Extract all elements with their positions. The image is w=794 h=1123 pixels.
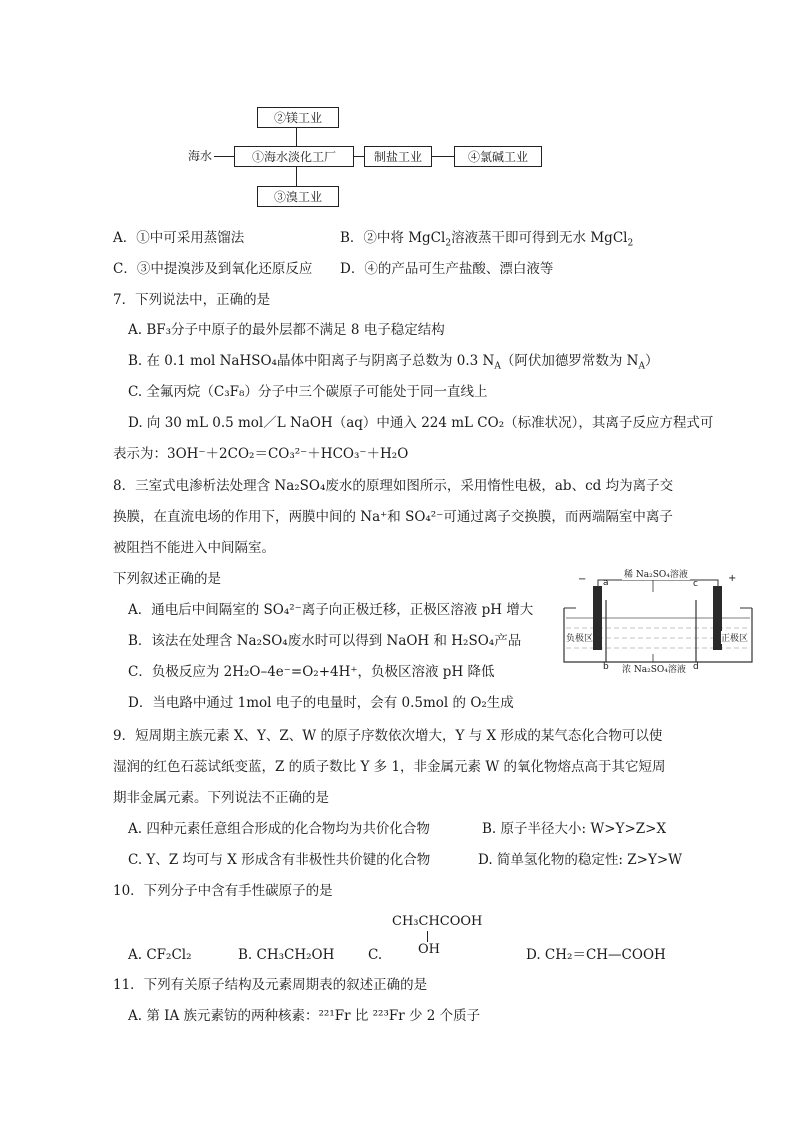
q8-stem-line3: 被阻挡不能进入中间隔室。: [113, 540, 275, 556]
cell-drawing: [558, 570, 758, 675]
formula-bond: [427, 931, 428, 942]
q7-option-d-line1: D. 向 30 mL 0.5 mol／L NaOH（aq）中通入 224 mL CO₂（标准状况），其离子反应方程式可: [128, 415, 714, 431]
q7-option-c: C. 全氟丙烷（C₃F₈）分子中三个碳原子可能处于同一直线上: [128, 384, 488, 400]
q10-stem: 10．下列分子中含有手性碳原子的是: [113, 883, 333, 899]
q6-option-c: C．③中提溴涉及到氧化还原反应: [113, 261, 313, 277]
lactic-acid-formula: CH₃CHCOOH: [392, 914, 483, 929]
plus-sign: +: [728, 573, 737, 584]
q8-option-d: D．当电路中通过 1mol 电子的电量时，会有 0.5mol 的 O₂生成: [128, 695, 514, 711]
q6-option-a: A．①中可采用蒸馏法: [113, 230, 245, 246]
q9-stem-line1: 9．短周期主族元素 X、Y、Z、W 的原子序数依次增大，Y 与 X 形成的某气态化合物可以使: [113, 728, 663, 744]
membrane-d-label: d: [693, 662, 699, 672]
lactic-acid-oh: OH: [418, 942, 440, 957]
q10-option-c: C.: [368, 947, 383, 963]
q8-stem-line2: 换膜，在直流电场的作用下，两膜中间的 Na⁺和 SO₄²⁻可通过离子交换膜，而两端隔室中离子: [113, 509, 673, 525]
positive-region-label: 正极区: [721, 631, 748, 644]
seawater-label: 海水: [188, 149, 213, 163]
q8-option-a: A．通电后中间隔室的 SO₄²⁻离子向正极迁移，正极区溶液 pH 增大: [128, 602, 534, 618]
q8-prompt: 下列叙述正确的是: [113, 571, 221, 587]
q10-option-d: D. CH₂＝CH—COOH: [526, 947, 666, 963]
q9-option-a: A. 四种元素任意组合形成的化合物均为共价化合物: [128, 821, 430, 837]
q7-option-a: A. BF₃分子中原子的最外层都不满足 8 电子稳定结构: [128, 322, 445, 338]
connector: [296, 128, 297, 146]
q8-stem-line1: 8．三室式电渗析法处理含 Na₂SO₄废水的原理如图所示，采用惰性电极，ab、cd 均为离子交: [113, 478, 674, 494]
connector: [432, 156, 454, 157]
q6-option-d: D．④的产品可生产盐酸、漂白液等: [340, 261, 554, 277]
q9-stem-line3: 期非金属元素。下列说法不正确的是: [113, 790, 329, 806]
q9-option-d: D. 简单氢化物的稳定性: Z>Y>W: [478, 852, 683, 868]
q11-stem: 11．下列有关原子结构及元素周期表的叙述正确的是: [113, 977, 428, 993]
q7-option-b: B. 在 0.1 mol NaHSO₄晶体中阳离子与阴离子总数为 0.3 $N_A$（阿伏加德罗常数为 $N_A$）: [128, 353, 659, 372]
dilute-solution-label: 稀 Na₂SO₄溶液: [622, 567, 690, 580]
q8-option-b: B．该法在处理含 Na₂SO₄废水时可以得到 NaOH 和 H₂SO₄产品: [128, 633, 522, 649]
q8-option-c: C．负极反应为 2H₂O–4e⁻=O₂+4H⁺，负极区溶液 pH 降低: [128, 664, 495, 680]
arrow-line: [214, 156, 234, 157]
concentrated-solution-label: 浓 Na₂SO₄溶液: [622, 665, 686, 675]
q7-stem: 7．下列说法中，正确的是: [113, 292, 271, 308]
bromine-box: ③溴工业: [257, 186, 339, 207]
membrane-b-label: b: [603, 662, 609, 672]
connector: [296, 167, 297, 186]
minus-sign: −: [578, 574, 587, 585]
magnesium-box: ②镁工业: [257, 107, 339, 128]
salt-box: 制盐工业: [364, 146, 432, 167]
q9-option-b: B. 原子半径大小: W>Y>Z>X: [482, 821, 667, 837]
q6-option-b: B．②中将 MgCl$_2$溶液蒸干即可得到无水 MgCl$_2$: [340, 230, 634, 249]
electrodialysis-diagram: [558, 570, 758, 675]
connector: [354, 156, 364, 157]
q7-option-d-line2: 表示为：3OH⁻＋2CO₂＝CO₃²⁻＋HCO₃⁻＋H₂O: [113, 446, 409, 462]
q11-option-a: A. 第 IA 族元素钫的两种核素：²²¹Fr 比 ²²³Fr 少 2 个质子: [128, 1008, 481, 1024]
membrane-c-label: c: [693, 579, 698, 589]
q9-stem-line2: 湿润的红色石蕊试纸变蓝，Z 的质子数比 Y 多 1，非金属元素 W 的氧化物熔点高于其它短周: [113, 759, 666, 775]
chloralkali-box: ④氯碱工业: [454, 146, 542, 167]
negative-region-label: 负极区: [566, 631, 593, 644]
membrane-a-label: a: [603, 578, 609, 588]
q10-option-b: B. CH₃CH₂OH: [238, 947, 335, 963]
desalination-box: ①海水淡化工厂: [234, 146, 354, 167]
q10-option-a: A. CF₂Cl₂: [128, 947, 192, 963]
q9-option-c: C. Y、Z 均可与 X 形成含有非极性共价键的化合物: [128, 852, 431, 868]
